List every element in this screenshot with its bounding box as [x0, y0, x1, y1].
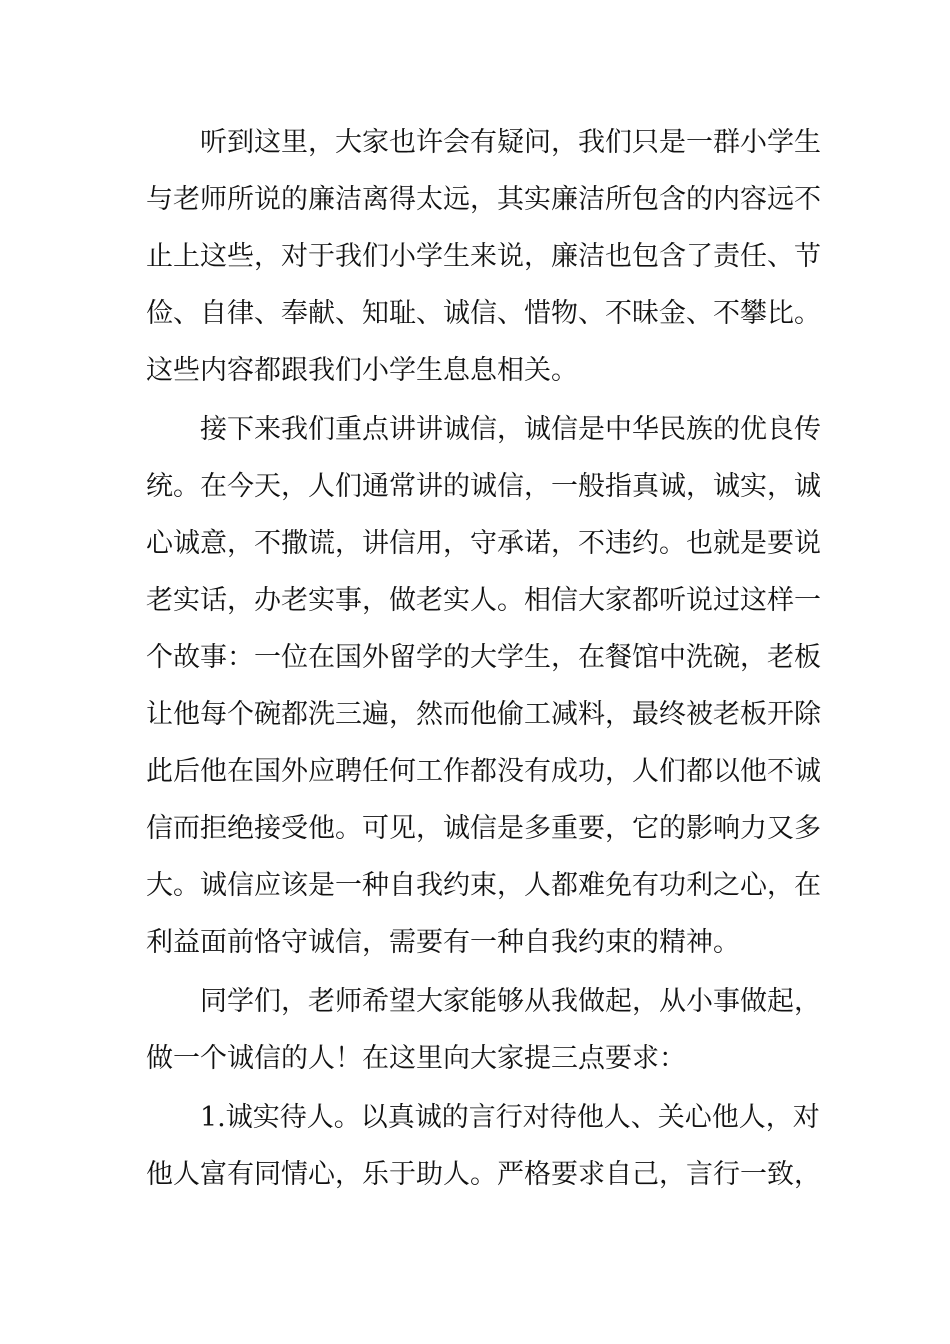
text-line: 让他每个碗都洗三遍，然而他偷工减料，最终被老板开除 [146, 699, 821, 730]
text-line: 老实话，办老实事，做老实人。相信大家都听说过这样一 [146, 585, 821, 616]
text-line: 同学们，老师希望大家能够从我做起，从小事做起， [200, 986, 821, 1017]
text-line: 1.诚实待人。以真诚的言行对待他人、关心他人，对 [200, 1102, 820, 1133]
text-line: 个故事：一位在国外留学的大学生，在餐馆中洗碗，老板 [146, 642, 821, 673]
text-line: 做一个诚信的人！在这里向大家提三点要求： [146, 1043, 686, 1074]
text-line: 与老师所说的廉洁离得太远，其实廉洁所包含的内容远不 [146, 184, 821, 215]
text-line: 他人富有同情心，乐于助人。严格要求自己，言行一致， [146, 1159, 821, 1190]
text-line: 听到这里，大家也许会有疑问，我们只是一群小学生 [200, 127, 821, 158]
text-line: 此后他在国外应聘任何工作都没有成功，人们都以他不诚 [146, 756, 821, 787]
text-line: 这些内容都跟我们小学生息息相关。 [146, 355, 578, 386]
text-line: 统。在今天，人们通常讲的诚信，一般指真诚，诚实，诚 [146, 471, 821, 502]
text-line: 止上这些，对于我们小学生来说，廉洁也包含了责任、节 [146, 241, 821, 272]
text-line: 接下来我们重点讲讲诚信，诚信是中华民族的优良传 [200, 414, 821, 445]
text-line: 大。诚信应该是一种自我约束，人都难免有功利之心，在 [146, 870, 821, 901]
text-line: 利益面前恪守诚信，需要有一种自我约束的精神。 [146, 927, 740, 958]
text-line: 信而拒绝接受他。可见，诚信是多重要，它的影响力又多 [146, 813, 821, 844]
text-line: 俭、自律、奉献、知耻、诚信、惜物、不昧金、不攀比。 [146, 298, 821, 329]
text-line: 心诚意，不撒谎，讲信用，守承诺，不违约。也就是要说 [146, 528, 821, 559]
